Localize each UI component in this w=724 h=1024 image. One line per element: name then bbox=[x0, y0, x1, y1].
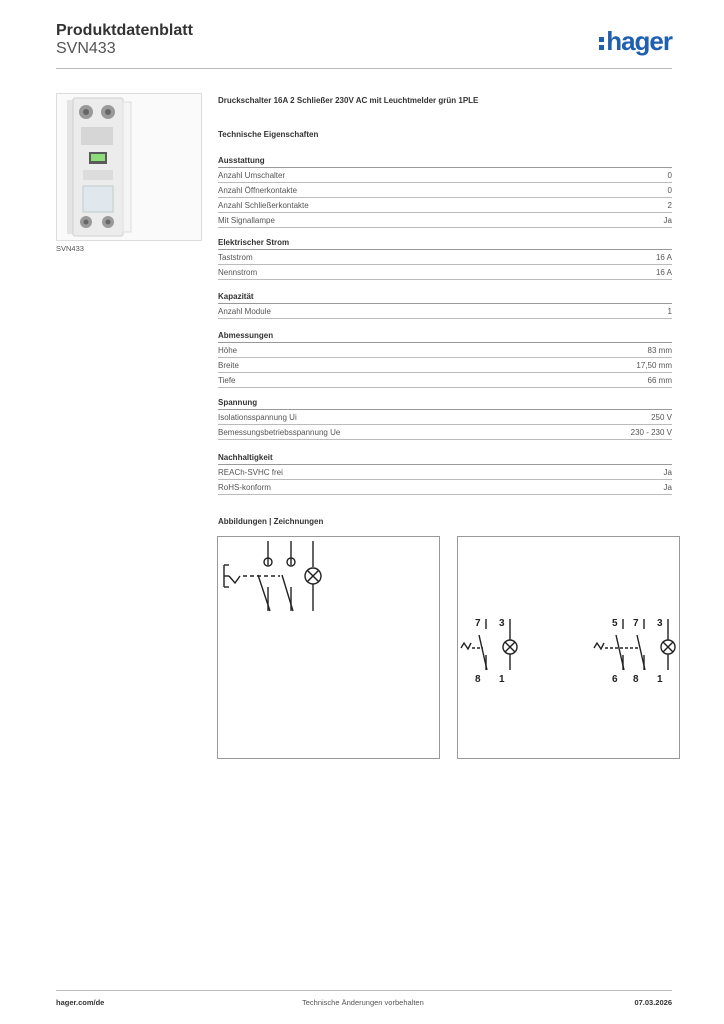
header-divider bbox=[56, 68, 672, 69]
terminal-label: 7 bbox=[633, 618, 639, 629]
table-row: Anzahl Module 1 bbox=[218, 304, 672, 319]
table-row: Tiefe 66 mm bbox=[218, 373, 672, 388]
terminal-label: 3 bbox=[657, 618, 663, 629]
figures-heading: Abbildungen | Zeichnungen bbox=[218, 517, 324, 526]
table-row: Höhe 83 mm bbox=[218, 343, 672, 358]
table-row: Anzahl Öffnerkontakte 0 bbox=[218, 183, 672, 198]
section-elektrischer-strom: Elektrischer Strom Taststrom 16 A Nennstrom 16 A bbox=[218, 238, 672, 280]
table-row: RoHS-konform Ja bbox=[218, 480, 672, 495]
product-code: SVN433 bbox=[56, 40, 116, 57]
terminal-label: 3 bbox=[499, 618, 505, 629]
section-nachhaltigkeit: Nachhaltigkeit REACh-SVHC frei Ja RoHS-konform Ja bbox=[218, 453, 672, 495]
section-abmessungen: Abmessungen Höhe 83 mm Breite 17,50 mm Tiefe 66 mm bbox=[218, 331, 672, 388]
table-row: REACh-SVHC frei Ja bbox=[218, 465, 672, 480]
wiring-diagram-icon bbox=[458, 537, 679, 758]
logo-dots-icon bbox=[599, 34, 604, 53]
footer-website-link[interactable]: hager.com/de bbox=[56, 998, 105, 1007]
terminal-label: 8 bbox=[633, 674, 639, 685]
table-row: Anzahl Schließerkontakte 2 bbox=[218, 198, 672, 213]
hager-logo[interactable]: hager bbox=[599, 26, 672, 57]
product-image bbox=[56, 93, 202, 241]
terminal-label: 1 bbox=[657, 674, 663, 685]
table-row: Anzahl Umschalter 0 bbox=[218, 168, 672, 183]
product-image-caption: SVN433 bbox=[56, 244, 84, 253]
section-kapazitaet: Kapazität Anzahl Module 1 bbox=[218, 292, 672, 319]
table-row: Isolationsspannung Ui 250 V bbox=[218, 410, 672, 425]
table-row: Taststrom 16 A bbox=[218, 250, 672, 265]
terminal-label: 1 bbox=[499, 674, 505, 685]
table-row: Breite 17,50 mm bbox=[218, 358, 672, 373]
switch-symbol-icon bbox=[218, 537, 439, 758]
figure-symbol bbox=[217, 536, 440, 759]
section-spannung: Spannung Isolationsspannung Ui 250 V Bemessungsbetriebsspannung Ue 230 - 230 V bbox=[218, 398, 672, 440]
table-row: Mit Signallampe Ja bbox=[218, 213, 672, 228]
footer-date: 07.03.2026 bbox=[634, 998, 672, 1007]
page-title: Produktdatenblatt bbox=[56, 22, 193, 39]
product-description: Druckschalter 16A 2 Schließer 230V AC mit Leuchtmelder grün 1PLE bbox=[218, 96, 479, 105]
terminal-label: 6 bbox=[612, 674, 618, 685]
terminal-label: 5 bbox=[612, 618, 618, 629]
table-row: Nennstrom 16 A bbox=[218, 265, 672, 280]
table-row: Bemessungsbetriebsspannung Ue 230 - 230 V bbox=[218, 425, 672, 440]
section-ausstattung: Ausstattung Anzahl Umschalter 0 Anzahl Öffnerkontakte 0 Anzahl Schließerkontakte 2 Mit Signallampe Ja bbox=[218, 156, 672, 228]
terminal-label: 8 bbox=[475, 674, 481, 685]
tech-heading: Technische Eigenschaften bbox=[218, 130, 319, 139]
footer-divider bbox=[56, 990, 672, 991]
terminal-label: 7 bbox=[475, 618, 481, 629]
footer-disclaimer: Technische Änderungen vorbehalten bbox=[302, 998, 424, 1007]
figure-wiring bbox=[457, 536, 680, 759]
